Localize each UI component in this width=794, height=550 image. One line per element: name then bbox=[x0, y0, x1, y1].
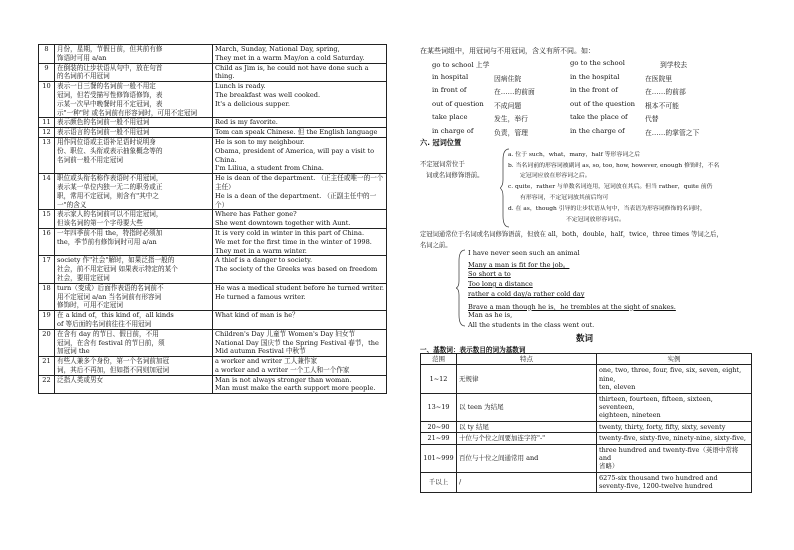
rule-number: 9 bbox=[39, 63, 55, 82]
numerals-body bbox=[421, 365, 752, 492]
rule-example bbox=[213, 283, 387, 310]
rule-line: 冠词，在含有 festival 的节日前，须 bbox=[57, 338, 165, 347]
rule-row bbox=[39, 283, 387, 310]
example-line: a worker and a writer 一个工人和一个作家 bbox=[215, 365, 350, 374]
rule-example bbox=[213, 45, 387, 64]
numeral-example-line: twenty-five, sixty-five, ninety-nine, sixty-five, bbox=[599, 434, 746, 443]
position-lead-1: 不定冠词常位于 bbox=[420, 160, 465, 168]
compare-cell: 在……的前部 bbox=[645, 88, 686, 96]
rule-line: 冠词，但若受描写性修饰语修饰，表 bbox=[57, 90, 163, 99]
rule-number: 16 bbox=[39, 228, 55, 255]
rule-number: 12 bbox=[39, 128, 55, 138]
rule-line: 一"的含义 bbox=[57, 200, 87, 209]
rule-line: 词，其后不再加，但如指不同则加冠词 bbox=[57, 365, 170, 374]
rule-line: 表示一日三餐的名词前一般不用定 bbox=[57, 82, 156, 91]
rule-line: 修饰时，可用不定冠词 bbox=[57, 301, 123, 310]
numeral-example bbox=[597, 444, 752, 472]
example-line: He is son to my neighbour. bbox=[215, 137, 305, 146]
rule-example bbox=[213, 63, 387, 82]
rule-line: 职位或头衔名称作表语时不用冠词， bbox=[57, 174, 163, 183]
rule-line: 在含有 day 的节日、假日前，不用 bbox=[57, 329, 159, 338]
rule-text bbox=[55, 128, 213, 138]
rule-row bbox=[39, 63, 387, 82]
example-line: They met in a warm winter. bbox=[215, 246, 307, 255]
example-line: It is very cold in winter in this part of China. bbox=[215, 228, 365, 237]
rule-line: 社会，前不用定冠词 如果表示特定的某个 bbox=[57, 265, 178, 274]
numeral-example bbox=[597, 393, 752, 421]
rule-line: 在倒装的让步状语从句中，放在句首 bbox=[57, 63, 163, 72]
rule-number: 18 bbox=[39, 283, 55, 310]
position-example: So short a to bbox=[468, 269, 511, 278]
position-item: d. 在 as，though 引导的让步状语从句中，当表语为形容词修饰的名词时， bbox=[508, 206, 706, 212]
numeral-row bbox=[421, 433, 752, 444]
rule-line: 份、职位、头衔或表示抽象概念等的 bbox=[57, 146, 163, 155]
rule-line: the，季节前有修饰词时可用 a/an bbox=[57, 237, 157, 246]
example-line: He turned a famous writer. bbox=[215, 292, 306, 301]
rule-example bbox=[213, 82, 387, 118]
rule-row bbox=[39, 137, 387, 173]
compare-cell: 在……的前面 bbox=[494, 88, 535, 96]
example-line: He is a dean of the department. （正副主任中的一个） bbox=[215, 191, 377, 209]
example-line: Child as Jim is, he could not have done such a thing. bbox=[215, 63, 369, 81]
compare-row-0-c: 到学校去 bbox=[660, 61, 688, 69]
position-example: Brave a man though he is，he trembles at the sight of snakes. bbox=[468, 302, 676, 311]
numeral-example bbox=[597, 433, 752, 444]
numeral-feature: 以 teen 为结尾 bbox=[457, 393, 597, 421]
rule-number: 19 bbox=[39, 311, 55, 330]
rule-row bbox=[39, 174, 387, 210]
position-item: 有形容词，不定冠词放其前后均可 bbox=[520, 195, 609, 201]
position-example: Many a man is fit for the job。 bbox=[468, 261, 570, 270]
rule-example bbox=[213, 357, 387, 376]
position-item: 不定冠词放形容词后。 bbox=[566, 217, 625, 223]
position-item: 定冠词应放在形容词之后。 bbox=[520, 173, 591, 179]
compare-cell: 代替 bbox=[645, 115, 659, 123]
rule-number: 14 bbox=[39, 174, 55, 210]
compare-cell: in charge of bbox=[432, 126, 474, 135]
rule-line: 用不定冠词 a/an 当名词前有形容词 bbox=[57, 292, 162, 301]
rule-text bbox=[55, 210, 213, 229]
compare-row-0-a: go to school 上学 bbox=[432, 61, 490, 69]
rule-text bbox=[55, 63, 213, 82]
rule-example bbox=[213, 228, 387, 255]
rule-line: 月份，星期，节假日前，但其前有修 bbox=[57, 45, 163, 53]
compare-row-0-b: go to the school bbox=[570, 59, 625, 67]
rule-row bbox=[39, 329, 387, 356]
rule-line: 示某一次早中晚餐时用不定冠词，表 bbox=[57, 99, 163, 108]
example-line: National Day 国庆节 the Spring Festival 春节，the bbox=[215, 338, 379, 347]
numeral-example-line: ten, eleven bbox=[599, 383, 636, 392]
example-line: What kind of man is he？ bbox=[215, 311, 299, 320]
numeral-feature: 以 ty 结尾 bbox=[457, 421, 597, 432]
position-item: a. 位于 such，what，many，half 等形容词之后 bbox=[508, 152, 641, 158]
example-line: Man is not always stronger than woman. bbox=[215, 375, 352, 384]
numeral-example-line: eighteen, nineteen bbox=[599, 411, 661, 420]
header-range: 范围 bbox=[421, 354, 457, 365]
header-feature: 特点 bbox=[457, 354, 597, 365]
position-note-1: 定冠词通常位于名词或名词修饰语前，但放在 all，both，double，half，twice，three times 等词之后， bbox=[420, 231, 723, 238]
numeral-example-line: twenty, thirty, forty, fifty, sixty, seventy bbox=[599, 422, 726, 431]
compare-cell: in hospital bbox=[432, 72, 469, 81]
compare-cell: in front of bbox=[432, 86, 467, 94]
rule-example bbox=[213, 375, 387, 394]
rule-example bbox=[213, 256, 387, 283]
rule-line: 表示语言的名词前一般不用冠词 bbox=[57, 128, 150, 137]
example-line: Children's Day 儿童节 Women's Day 妇女节 bbox=[215, 329, 356, 338]
rule-example bbox=[213, 118, 387, 128]
rule-row bbox=[39, 128, 387, 138]
rule-line: 有些人兼多个身份，第一个名词前加冠 bbox=[57, 357, 170, 366]
numeral-range: 1~12 bbox=[421, 365, 457, 393]
rule-number: 20 bbox=[39, 329, 55, 356]
position-example: All the students in the class went out. bbox=[468, 321, 595, 330]
compare-cell: 在医院里 bbox=[645, 74, 673, 83]
compare-cell: 因病住院 bbox=[494, 74, 522, 83]
numeral-range: 21~99 bbox=[421, 433, 457, 444]
compare-cell: in the hospital bbox=[570, 72, 620, 81]
numeral-example bbox=[597, 472, 752, 492]
numeral-feature: 十位与个位之间要加连字符"-" bbox=[457, 433, 597, 444]
rule-line: 示"一种"时 或名词前有形容词时，可用不定冠词 bbox=[57, 108, 198, 117]
example-line: The breakfast was well cooked. bbox=[215, 90, 321, 99]
header-example: 实例 bbox=[597, 354, 752, 365]
rule-example bbox=[213, 311, 387, 330]
rule-number: 21 bbox=[39, 357, 55, 376]
rule-text bbox=[55, 375, 213, 394]
numeral-row bbox=[421, 393, 752, 421]
example-line: We met for the first time in the winter of 1998. bbox=[215, 237, 372, 246]
rule-text bbox=[55, 357, 213, 376]
rule-row bbox=[39, 45, 387, 64]
compare-cell: take the place of bbox=[570, 113, 628, 121]
compare-cell: in the charge of bbox=[570, 126, 625, 135]
rule-number: 10 bbox=[39, 82, 55, 118]
numeral-range: 20~90 bbox=[421, 421, 457, 432]
rule-line: 的名词前不用冠词 bbox=[57, 72, 110, 81]
rule-line: 用作同位语或主语补足语时说明身 bbox=[57, 137, 156, 146]
rule-line: 表示家人的名词前可以不用定冠词， bbox=[57, 210, 163, 219]
examples-brace bbox=[456, 249, 466, 327]
rule-line: turn（变成）后面作表语的名词前不 bbox=[57, 283, 164, 292]
compare-cell: take place bbox=[432, 113, 468, 121]
compare-cell: 根本不可能 bbox=[645, 101, 679, 110]
numeral-example-line: thirteen, fourteen, fifteen, sixteen, seventeen, bbox=[599, 394, 713, 412]
rule-line: 表示颜色的名词前一般不用冠词 bbox=[57, 118, 150, 127]
example-line: She went downtown together with Aunt. bbox=[215, 219, 351, 228]
position-example: rather a cold day/a rather cold day bbox=[468, 290, 585, 299]
rule-text bbox=[55, 174, 213, 210]
rule-text bbox=[55, 228, 213, 255]
example-line: Tom can speak Chinese. 但 the English language bbox=[215, 128, 378, 137]
numeral-row bbox=[421, 472, 752, 492]
example-line: I'm Liliua, a student from China. bbox=[215, 164, 324, 173]
rule-text bbox=[55, 311, 213, 330]
rule-row bbox=[39, 118, 387, 128]
rule-example bbox=[213, 174, 387, 210]
compare-cell: 发生，举行 bbox=[494, 115, 528, 123]
rule-line: 社会，要用定冠词 bbox=[57, 273, 110, 282]
rule-text bbox=[55, 329, 213, 356]
numeral-example-line: 6275-six thousand two hundred and bbox=[599, 473, 718, 482]
example-line: They met in a warm May/on a cold Saturday. bbox=[215, 53, 365, 62]
rule-line: 但该名词的第一个字母要大些 bbox=[57, 219, 143, 228]
numeral-range: 101~999 bbox=[421, 444, 457, 472]
example-line: Man must make the earth support more people. bbox=[215, 384, 376, 393]
rule-row bbox=[39, 228, 387, 255]
numeral-example-line: three hundred and twenty-five（英语中常将 and bbox=[599, 445, 739, 463]
rule-line: 泛指人类或男女 bbox=[57, 375, 104, 384]
rule-row bbox=[39, 210, 387, 229]
rule-row bbox=[39, 375, 387, 394]
position-heading: 六. 冠词位置 bbox=[420, 138, 462, 147]
example-line: It's a delicious supper. bbox=[215, 99, 290, 108]
rule-row bbox=[39, 357, 387, 376]
position-item: c. quite，rather 与单数名词连用，冠词放在其后。但当 rather，quite 前仍 bbox=[508, 184, 713, 190]
example-line: The society of the Greeks was based on freedom bbox=[215, 265, 378, 274]
rule-line: 职，常用不定冠词，则含有"其中之 bbox=[57, 191, 159, 200]
example-line: Lunch is ready. bbox=[215, 82, 266, 91]
example-line: Red is my favorite. bbox=[215, 118, 278, 127]
rule-example bbox=[213, 128, 387, 138]
rule-row bbox=[39, 256, 387, 283]
numeral-range: 千以上 bbox=[421, 472, 457, 492]
rule-number: 17 bbox=[39, 256, 55, 283]
numerals-title: 数词 bbox=[576, 334, 594, 344]
example-line: Where has Father gone? bbox=[215, 210, 297, 219]
position-example: I have never seen such an animal bbox=[468, 249, 580, 257]
rule-row bbox=[39, 82, 387, 118]
compare-cell: 在……的掌管之下 bbox=[645, 128, 700, 137]
rule-number: 22 bbox=[39, 375, 55, 394]
compare-cell: 不成问题 bbox=[494, 101, 522, 110]
numeral-row bbox=[421, 444, 752, 472]
numerals-header-row bbox=[421, 354, 752, 365]
position-lead-2: 词或名词修饰语前。 bbox=[426, 171, 484, 179]
numeral-feature: / bbox=[457, 472, 597, 492]
rule-text bbox=[55, 45, 213, 64]
rule-text bbox=[55, 137, 213, 173]
rule-line: 饰语时可用 a/an bbox=[57, 53, 107, 62]
rule-number: 8 bbox=[39, 45, 55, 64]
comparison-intro: 在某些词组中，用冠词与不用冠词，含义有所不同。如： bbox=[420, 47, 595, 55]
example-line: a worker and writer 工人兼作家 bbox=[215, 357, 318, 366]
example-line: A thief is a danger to society. bbox=[215, 256, 313, 265]
cardinal-numbers-table bbox=[420, 353, 752, 493]
compare-cell: out of the question bbox=[570, 99, 636, 108]
rule-number: 11 bbox=[39, 118, 55, 128]
numeral-feature: 百位与十位之间通常用 and bbox=[457, 444, 597, 472]
position-note-2: 名词之前。 bbox=[420, 242, 452, 249]
compare-cell: in the front of bbox=[570, 86, 618, 94]
numeral-example-line: 省略） bbox=[599, 462, 619, 471]
rule-line: society 作"社会"解时，如果泛指一般的 bbox=[57, 256, 175, 265]
position-item: b. 当名词前的形容词被副词 as, so, too, how, however, enough 修饰时，不名 bbox=[508, 163, 720, 169]
article-rules-table bbox=[38, 44, 387, 394]
compare-cell: out of question bbox=[432, 99, 484, 108]
rule-line: of 等后面的名词前往往不用冠词 bbox=[57, 319, 152, 328]
rule-line: 表示某一单位内独一无二的职务或正 bbox=[57, 182, 163, 191]
numeral-example-line: seventy-five, 1200-twelve hundred bbox=[599, 482, 713, 491]
example-line: Mid autumn Festival 中秋节 bbox=[215, 347, 306, 356]
example-line: He is dean of the department. （正主任或唯一的一个主任） bbox=[215, 174, 384, 191]
rule-line: 名词前一般不用定冠词 bbox=[57, 155, 123, 164]
numeral-row bbox=[421, 421, 752, 432]
rule-line: 在 a kind of，this kind of，all kinds bbox=[57, 311, 174, 320]
rule-number: 13 bbox=[39, 137, 55, 173]
rule-line: 一年四季前不用 the，特指时必须加 bbox=[57, 228, 163, 237]
rule-line: 加冠词 the bbox=[57, 347, 90, 356]
rule-example bbox=[213, 137, 387, 173]
rule-example bbox=[213, 329, 387, 356]
position-example: Too long a distance bbox=[468, 279, 533, 288]
numeral-example-line: one, two, three, four, five, six, seven, eight, nine, bbox=[599, 366, 742, 383]
rule-text bbox=[55, 256, 213, 283]
rule-text bbox=[55, 283, 213, 310]
rule-number: 15 bbox=[39, 210, 55, 229]
numeral-range: 13~19 bbox=[421, 393, 457, 421]
rule-text bbox=[55, 118, 213, 128]
rule-example bbox=[213, 210, 387, 229]
numeral-row bbox=[421, 365, 752, 393]
rule-text bbox=[55, 82, 213, 118]
compare-cell: 负责，管理 bbox=[494, 128, 528, 137]
position-example: Man as he is, bbox=[468, 310, 513, 319]
numeral-feature: 无规律 bbox=[457, 365, 597, 393]
numerals-subheading: 一、基数词：表示数目的词为基数词 bbox=[420, 346, 526, 354]
numeral-example bbox=[597, 365, 752, 393]
example-line: He was a medical student before he turned writer. bbox=[215, 283, 384, 292]
example-line: March, Sunday, National Day, spring, bbox=[215, 45, 340, 53]
example-line: Obama, president of America, will pay a visit to China. bbox=[215, 146, 375, 164]
numeral-example bbox=[597, 421, 752, 432]
rule-row bbox=[39, 311, 387, 330]
article-rules-body bbox=[39, 45, 387, 394]
